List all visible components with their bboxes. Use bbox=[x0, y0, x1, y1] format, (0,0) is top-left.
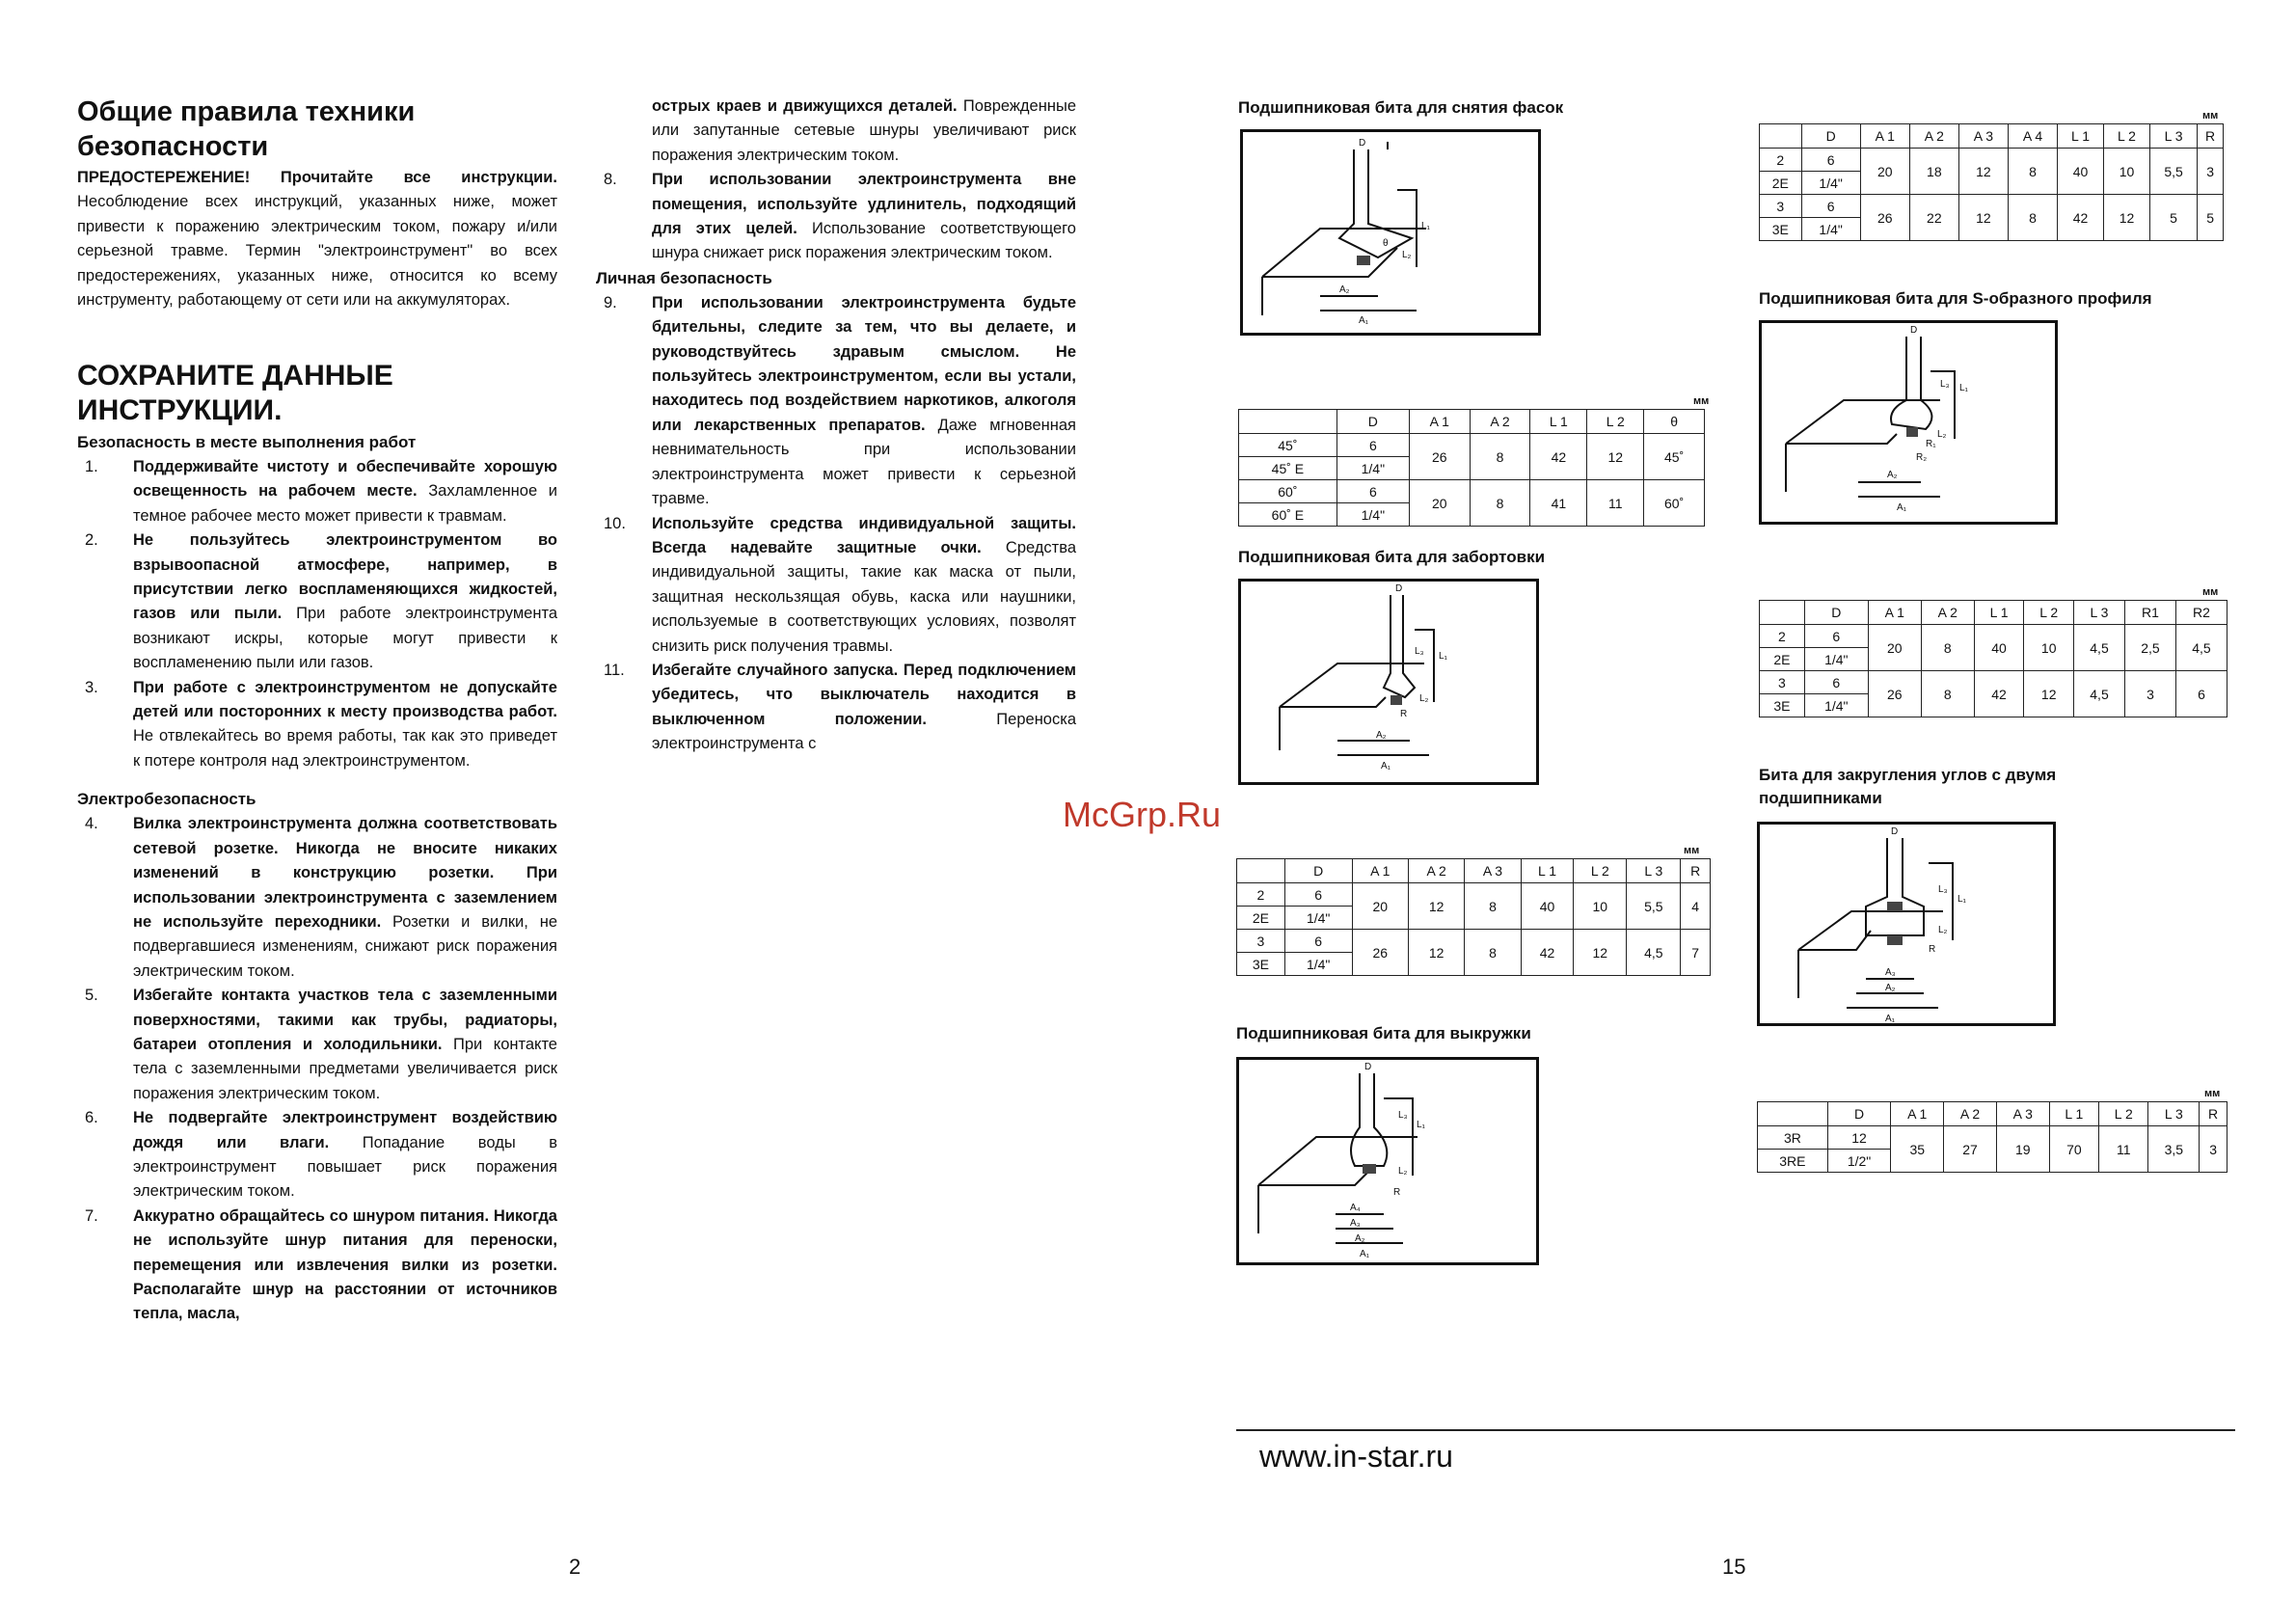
table-header-cell: R bbox=[2200, 1102, 2228, 1126]
figure-chamfer bbox=[1240, 129, 1541, 336]
item-text: Розетки и вилки, не подвергавшиеся изменениям, снижают риск поражения электрическим током. bbox=[133, 912, 557, 980]
table-cell: 40 bbox=[1521, 883, 1574, 930]
table-cell: 4,5 bbox=[2074, 671, 2125, 717]
svg-text:L₂: L₂ bbox=[1938, 925, 1948, 935]
items-personal bbox=[596, 291, 1076, 757]
table-header-cell bbox=[1760, 601, 1805, 625]
table-header-cell: L 1 bbox=[2049, 1102, 2098, 1126]
item-number: 4. bbox=[85, 815, 98, 833]
svg-text:A₂: A₂ bbox=[1355, 1233, 1365, 1244]
warning-text: Несоблюдение всех инструкций, указанных ниже, может привести к поражению электрическим током, пожару и/или серьезной травме. Термин "электроинструмент" во всех предостережениях, указанных ниже, относится ко всему инструменту, работающему от сети или на аккумуляторах. bbox=[77, 193, 557, 310]
table-cell: 2,5 bbox=[2124, 625, 2175, 671]
table-cell: 2E bbox=[1760, 648, 1805, 671]
table-header-cell: A 2 bbox=[1470, 410, 1530, 434]
table-header-cell: A 2 bbox=[1921, 601, 1974, 625]
item-text: Попадание воды в электроинструмент повышает риск поражения электрическим током. bbox=[133, 1133, 558, 1201]
item-number: 11. bbox=[604, 661, 625, 679]
svg-text:R: R bbox=[1393, 1187, 1401, 1198]
table-cell: 5,5 bbox=[2149, 149, 2197, 195]
item-bold-text: Избегайте случайного запуска. Перед подключением убедитесь, что выключатель находится в выключенном положении. bbox=[652, 661, 1076, 728]
table-header-cell: A 1 bbox=[1891, 1102, 1944, 1126]
table-header-cell: L 2 bbox=[1574, 859, 1627, 883]
title-rabbet: Подшипниковая бита для забортовки bbox=[1238, 548, 1546, 566]
table-cell: 12 bbox=[2104, 195, 2150, 241]
table-cell: 3 bbox=[1760, 671, 1805, 694]
svg-text:L₃: L₃ bbox=[1940, 379, 1950, 390]
table-row bbox=[1758, 1126, 2228, 1150]
watermark: McGrp.Ru bbox=[1063, 795, 1222, 834]
ogee-bit-drawing bbox=[1762, 323, 2055, 522]
section-personal: Личная безопасность bbox=[596, 268, 772, 287]
table-cell: 8 bbox=[1465, 883, 1521, 930]
list-item bbox=[77, 1204, 557, 1327]
item-text: Захламленное и темное рабочее место может привести к травмам. bbox=[133, 482, 557, 525]
warning-block bbox=[77, 166, 557, 312]
item-text: Использование соответствующего шнура снижает риск поражения электрическим током. bbox=[652, 220, 1076, 262]
table-cell: 3E bbox=[1760, 218, 1802, 241]
table-cell: 3 bbox=[2198, 149, 2224, 195]
table-header-cell: L 2 bbox=[2024, 601, 2074, 625]
table-cell: 20 bbox=[1409, 480, 1470, 527]
table-cell: 22 bbox=[1909, 195, 1958, 241]
svg-text:D: D bbox=[1364, 1062, 1372, 1072]
svg-text:L₂: L₂ bbox=[1398, 1166, 1408, 1177]
item-number: 6. bbox=[85, 1109, 98, 1127]
table-cell: 26 bbox=[1409, 434, 1470, 480]
middle-column bbox=[596, 95, 1076, 757]
table-header-row bbox=[1760, 124, 2224, 149]
item-bold-text: Используйте средства индивидуальной защиты. Всегда надевайте защитные очки. bbox=[652, 514, 1076, 556]
table-header-cell bbox=[1239, 410, 1337, 434]
table-header-row bbox=[1760, 601, 2228, 625]
table-cell: 2 bbox=[1760, 625, 1805, 648]
item-text: Даже мгновенная невнимательность при использовании электроинструмента может привести к серьезной травме. bbox=[652, 416, 1076, 508]
table-cell: 1/4" bbox=[1336, 457, 1409, 480]
table-cell: 6 bbox=[2175, 671, 2227, 717]
table-header-cell: R bbox=[1681, 859, 1711, 883]
table-cell: 12 bbox=[1408, 930, 1464, 976]
item-bold-text: При использовании электроинструмента будьте бдительны, следите за тем, что вы делаете, и руководствуйтесь здравым смыслом. Не пользуйтесь электроинструментом, если вы устали, находитесь под воздействием наркотиков, алкоголя или лекарственных препаратов. bbox=[652, 293, 1076, 434]
item-bold-text: Поддерживайте чистоту и обеспечивайте хорошую освещенность на рабочем месте. bbox=[133, 458, 557, 501]
page-number-right: 15 bbox=[1722, 1555, 1746, 1579]
svg-text:L₁: L₁ bbox=[1421, 221, 1430, 231]
svg-text:L₂: L₂ bbox=[1402, 250, 1412, 260]
svg-text:A₄: A₄ bbox=[1350, 1203, 1361, 1213]
table-row bbox=[1237, 883, 1711, 907]
table-cell: 8 bbox=[1921, 625, 1974, 671]
table-header-cell: A 4 bbox=[2008, 124, 2057, 149]
table-cell: 3E bbox=[1237, 953, 1285, 976]
table-cell: 42 bbox=[2058, 195, 2104, 241]
table-header-cell: A 2 bbox=[1944, 1102, 1997, 1126]
item-number: 10. bbox=[604, 514, 626, 532]
table-row bbox=[1760, 195, 2224, 218]
table-cell: 8 bbox=[1470, 480, 1530, 527]
footer-divider bbox=[1236, 1429, 2235, 1431]
table-cell: 4,5 bbox=[1627, 930, 1681, 976]
svg-text:L₃: L₃ bbox=[1938, 884, 1948, 895]
rabbet-bit-drawing bbox=[1241, 582, 1536, 782]
table-cell: 26 bbox=[1868, 671, 1921, 717]
table-cell: 8 bbox=[1921, 671, 1974, 717]
table-cell: 4,5 bbox=[2074, 625, 2125, 671]
item-bold-text: При использовании электроинструмента вне помещения, используйте удлинитель, подходящий для этих целей. bbox=[652, 171, 1076, 238]
table-cell: 41 bbox=[1530, 480, 1587, 527]
list-item bbox=[77, 528, 557, 675]
svg-text:A₃: A₃ bbox=[1350, 1218, 1361, 1229]
title-ogee: Подшипниковая бита для S-образного профиля bbox=[1759, 289, 2152, 308]
table-header-cell: L 3 bbox=[2149, 124, 2197, 149]
figure-ogee bbox=[1759, 320, 2058, 525]
svg-text:D: D bbox=[1395, 583, 1403, 594]
table-cell: 5 bbox=[2198, 195, 2224, 241]
figure-cove bbox=[1236, 1057, 1539, 1265]
chamfer-bit-drawing bbox=[1243, 132, 1538, 333]
table-header-cell: D bbox=[1804, 601, 1868, 625]
svg-text:L₂: L₂ bbox=[1419, 693, 1429, 704]
table-cell: 3 bbox=[1237, 930, 1285, 953]
svg-text:A₃: A₃ bbox=[1885, 967, 1896, 978]
table-cell: 40 bbox=[1974, 625, 2024, 671]
save-instructions-heading: СОХРАНИТЕ ДАННЫЕ ИНСТРУКЦИИ. bbox=[77, 360, 393, 426]
items-electric bbox=[77, 812, 557, 1327]
table-cell: 2E bbox=[1760, 172, 1802, 195]
svg-text:R: R bbox=[1400, 709, 1408, 719]
table-cell: 8 bbox=[2008, 195, 2057, 241]
table-header-cell: A 1 bbox=[1860, 124, 1909, 149]
table-cell: 6 bbox=[1801, 195, 1860, 218]
table-header-cell: A 1 bbox=[1352, 859, 1408, 883]
item-number: 9. bbox=[604, 293, 617, 311]
table-cell: 3 bbox=[2200, 1126, 2228, 1173]
unit-label: мм bbox=[2202, 586, 2219, 598]
table-cell: 1/4" bbox=[1801, 218, 1860, 241]
list-item bbox=[596, 168, 1076, 266]
svg-text:R₂: R₂ bbox=[1916, 452, 1928, 463]
table-header-cell bbox=[1760, 124, 1802, 149]
svg-text:A₁: A₁ bbox=[1359, 315, 1369, 326]
table-cell: 20 bbox=[1352, 883, 1408, 930]
item-number: 5. bbox=[85, 987, 98, 1005]
figure-round bbox=[1757, 822, 2056, 1026]
table-cell: 19 bbox=[1996, 1126, 2049, 1173]
table-header-cell: A 3 bbox=[1996, 1102, 2049, 1126]
svg-text:D: D bbox=[1891, 826, 1899, 837]
item-text: При контакте тела с заземленными предметами увеличивается риск поражения электрическим током. bbox=[133, 1035, 557, 1102]
item-bold-text: Аккуратно обращайтесь со шнуром питания. Никогда не используйте шнур питания для переноски, перемещения или извлечения вилки из розетки. Располагайте шнур на расстоянии от источников тепла, масла, bbox=[133, 1206, 557, 1323]
table-header-cell bbox=[1758, 1102, 1828, 1126]
table-cell: 3E bbox=[1760, 694, 1805, 717]
svg-text:R: R bbox=[1929, 944, 1936, 955]
table-cell: 6 bbox=[1801, 149, 1860, 172]
list-item bbox=[77, 812, 557, 984]
item-text: При работе электроинструмента возникают искры, которые могут привести к воспламенению пыли или газов. bbox=[133, 605, 558, 672]
table-header-cell: A 2 bbox=[1909, 124, 1958, 149]
svg-text:A₂: A₂ bbox=[1376, 730, 1387, 741]
svg-text:L₁: L₁ bbox=[1959, 383, 1968, 393]
list-item bbox=[596, 512, 1076, 659]
unit-label: мм bbox=[2204, 1088, 2221, 1099]
table-header-cell: R2 bbox=[2175, 601, 2227, 625]
table-row bbox=[1237, 930, 1711, 953]
table-header-cell: L 3 bbox=[2148, 1102, 2200, 1126]
table-header-row bbox=[1237, 859, 1711, 883]
table-cell: 26 bbox=[1352, 930, 1408, 976]
table-cell: 5 bbox=[2149, 195, 2197, 241]
continuation-bold: острых краев и движущихся деталей. bbox=[652, 97, 958, 115]
item-bold-text: Избегайте контакта участков тела с заземленными поверхностями, такими как трубы, радиаторы, батареи отопления и холодильники. bbox=[133, 987, 557, 1053]
table-header-cell: L 1 bbox=[1974, 601, 2024, 625]
table-cell: 8 bbox=[1470, 434, 1530, 480]
table-cell: 60˚ E bbox=[1239, 503, 1337, 527]
table-cell: 3 bbox=[1760, 195, 1802, 218]
table-cell: 3RE bbox=[1758, 1150, 1828, 1173]
table-cell: 12 bbox=[1958, 149, 2008, 195]
table-cell: 11 bbox=[2099, 1126, 2148, 1173]
title-chamfer: Подшипниковая бита для снятия фасок bbox=[1238, 98, 1564, 117]
table-header-cell: L 1 bbox=[1530, 410, 1587, 434]
table-cell: 70 bbox=[2049, 1126, 2098, 1173]
table-cell: 3 bbox=[2124, 671, 2175, 717]
table-cell: 1/4" bbox=[1804, 648, 1868, 671]
table-cell: 6 bbox=[1284, 883, 1352, 907]
table-header-cell: D bbox=[1801, 124, 1860, 149]
svg-text:L₂: L₂ bbox=[1937, 429, 1947, 440]
svg-text:L₁: L₁ bbox=[1417, 1120, 1425, 1130]
section-workplace: Безопасность в месте выполнения работ bbox=[77, 433, 417, 451]
table-header-cell bbox=[1237, 859, 1285, 883]
table-cell: 1/4" bbox=[1284, 907, 1352, 930]
figure-rabbet bbox=[1238, 579, 1539, 785]
list-item bbox=[596, 659, 1076, 757]
item-bold-text: Не пользуйтесь электроинструментом во взрывоопасной атмосфере, например, в присутствии легко воспламеняющихся жидкостей, газов или пыли. bbox=[133, 531, 557, 623]
list-item bbox=[596, 95, 1076, 168]
table-cell: 12 bbox=[2024, 671, 2074, 717]
table-cell: 12 bbox=[1958, 195, 2008, 241]
item-text: Переноска электроинструмента с bbox=[652, 710, 1076, 753]
table-cell: 8 bbox=[1465, 930, 1521, 976]
svg-text:A₁: A₁ bbox=[1360, 1249, 1370, 1259]
unit-label: мм bbox=[2202, 110, 2219, 122]
table-cell: 1/4" bbox=[1284, 953, 1352, 976]
table-cell: 20 bbox=[1868, 625, 1921, 671]
table-header-cell: A 3 bbox=[1465, 859, 1521, 883]
table-header-cell: L 2 bbox=[2099, 1102, 2148, 1126]
svg-text:A₂: A₂ bbox=[1887, 470, 1898, 480]
table-row bbox=[1760, 625, 2228, 648]
table-header-cell: D bbox=[1284, 859, 1352, 883]
table-cell: 12 bbox=[1827, 1126, 1891, 1150]
svg-text:R₁: R₁ bbox=[1926, 439, 1936, 449]
table-cell: 10 bbox=[1574, 883, 1627, 930]
table-ogee bbox=[1759, 600, 2228, 717]
table-cell: 18 bbox=[1909, 149, 1958, 195]
table-header-cell: A 2 bbox=[1408, 859, 1464, 883]
table-cell: 6 bbox=[1804, 671, 1868, 694]
table-cell: 8 bbox=[2008, 149, 2057, 195]
table-header-cell: θ bbox=[1644, 410, 1705, 434]
item-text: Средства индивидуальной защиты, такие как маска от пыли, защитная нескользящая обувь, каска или наушники, используемые в соответствующих условиях, позволят снизить риск получения травмы. bbox=[652, 538, 1076, 655]
table-header-cell: L 2 bbox=[1587, 410, 1644, 434]
table-header-cell: D bbox=[1336, 410, 1409, 434]
table-header-cell: R bbox=[2198, 124, 2224, 149]
list-item bbox=[77, 455, 557, 528]
item-bold-text: При работе с электроинструментом не допускайте детей или посторонних к месту производства работ. bbox=[133, 678, 557, 721]
list-item bbox=[77, 676, 557, 774]
table-cell: 3,5 bbox=[2148, 1126, 2200, 1173]
items-workplace bbox=[77, 455, 557, 773]
table-header-cell: A 1 bbox=[1868, 601, 1921, 625]
round-bit-drawing bbox=[1760, 825, 2053, 1023]
title-round: Бита для закругления углов с двумя подшипниками bbox=[1759, 766, 2057, 807]
table-cell: 12 bbox=[1408, 883, 1464, 930]
svg-text:D: D bbox=[1359, 138, 1366, 149]
item-bold-text: Вилка электроинструмента должна соответствовать сетевой розетке. Никогда не вносите никаких изменений в конструкцию розетки. При использовании электроинструмента с заземлением не используйте переходники. bbox=[133, 815, 557, 931]
table-cell: 12 bbox=[1574, 930, 1627, 976]
table-cell: 45˚ bbox=[1644, 434, 1705, 480]
table-header-cell: A 1 bbox=[1409, 410, 1470, 434]
list-item bbox=[596, 291, 1076, 512]
svg-text:A₂: A₂ bbox=[1339, 284, 1350, 295]
table-cell: 4 bbox=[1681, 883, 1711, 930]
svg-text:L₁: L₁ bbox=[1439, 651, 1447, 662]
table-cell: 27 bbox=[1944, 1126, 1997, 1173]
table-cell: 7 bbox=[1681, 930, 1711, 976]
table-header-row bbox=[1758, 1102, 2228, 1126]
table-cell: 1/4" bbox=[1804, 694, 1868, 717]
table-cell: 4,5 bbox=[2175, 625, 2227, 671]
table-cell: 40 bbox=[2058, 149, 2104, 195]
continuation-text: Поврежденные или запутанные сетевые шнуры увеличивают риск поражения электрическим током. bbox=[652, 97, 1076, 164]
item-text: Не отвлекайтесь во время работы, так как это приведет к потере контроля над электроинструментом. bbox=[133, 727, 557, 770]
cove-bit-drawing bbox=[1239, 1060, 1536, 1262]
table-cell: 2E bbox=[1237, 907, 1285, 930]
page-title: Общие правила техники безопасности bbox=[77, 96, 416, 162]
table-cell: 1/2" bbox=[1827, 1150, 1891, 1173]
list-item bbox=[77, 1106, 557, 1204]
table-cell: 6 bbox=[1804, 625, 1868, 648]
list-item bbox=[77, 984, 557, 1106]
table-cell: 2 bbox=[1237, 883, 1285, 907]
table-cell: 2 bbox=[1760, 149, 1802, 172]
table-cell: 42 bbox=[1530, 434, 1587, 480]
table-header-cell: L 2 bbox=[2104, 124, 2150, 149]
table-cell: 6 bbox=[1284, 930, 1352, 953]
table-cell: 60˚ bbox=[1644, 480, 1705, 527]
item-bold-text: Не подвергайте электроинструмент воздействию дождя или влаги. bbox=[133, 1109, 557, 1151]
item-number: 7. bbox=[85, 1206, 98, 1225]
table-round bbox=[1757, 1101, 2228, 1173]
table-cell: 20 bbox=[1860, 149, 1909, 195]
table-cell: 5,5 bbox=[1627, 883, 1681, 930]
warning-lead: ПРЕДОСТЕРЕЖЕНИЕ! Прочитайте все инструкции. bbox=[77, 169, 557, 186]
title-cove: Подшипниковая бита для выкружки bbox=[1236, 1024, 1531, 1042]
table-cell: 11 bbox=[1587, 480, 1644, 527]
table-cell: 26 bbox=[1860, 195, 1909, 241]
table-row bbox=[1760, 149, 2224, 172]
table-header-cell: A 3 bbox=[1958, 124, 2008, 149]
table-chamfer bbox=[1238, 409, 1705, 527]
table-cell: 35 bbox=[1891, 1126, 1944, 1173]
svg-text:A₁: A₁ bbox=[1897, 502, 1907, 513]
table-header-cell: L 1 bbox=[2058, 124, 2104, 149]
table-row bbox=[1239, 434, 1705, 457]
table-cell: 12 bbox=[1587, 434, 1644, 480]
item-number: 3. bbox=[85, 678, 98, 696]
svg-text:L₃: L₃ bbox=[1415, 646, 1424, 657]
item-number: 1. bbox=[85, 458, 98, 475]
svg-text:A₁: A₁ bbox=[1381, 761, 1391, 771]
item-number: 8. bbox=[604, 171, 617, 189]
svg-text:L₃: L₃ bbox=[1398, 1110, 1408, 1121]
svg-text:A₁: A₁ bbox=[1885, 1014, 1896, 1023]
table-cell: 60˚ bbox=[1239, 480, 1337, 503]
site-url[interactable]: www.in-star.ru bbox=[1259, 1439, 1453, 1474]
table-header-cell: L 3 bbox=[1627, 859, 1681, 883]
table-cell: 1/4" bbox=[1336, 503, 1409, 527]
items-cord bbox=[596, 168, 1076, 266]
table-row bbox=[1760, 671, 2228, 694]
table-cell: 45˚ bbox=[1239, 434, 1337, 457]
table-cell: 10 bbox=[2024, 625, 2074, 671]
svg-text:D: D bbox=[1910, 325, 1918, 336]
table-cell: 1/4" bbox=[1801, 172, 1860, 195]
table-header-cell: D bbox=[1827, 1102, 1891, 1126]
svg-text:θ: θ bbox=[1383, 238, 1389, 249]
table-cell: 6 bbox=[1336, 480, 1409, 503]
table-cell: 42 bbox=[1521, 930, 1574, 976]
left-column bbox=[77, 430, 557, 1327]
table-header-row bbox=[1239, 410, 1705, 434]
unit-label: мм bbox=[1684, 845, 1700, 856]
table-cell: 3R bbox=[1758, 1126, 1828, 1150]
table-cell: 10 bbox=[2104, 149, 2150, 195]
table-cell: 45˚ E bbox=[1239, 457, 1337, 480]
table-cove bbox=[1759, 123, 2224, 241]
section-electric: Электробезопасность bbox=[77, 790, 256, 809]
item-number: 2. bbox=[85, 531, 98, 550]
table-row bbox=[1239, 480, 1705, 503]
svg-text:A₂: A₂ bbox=[1885, 983, 1896, 993]
page-number-left: 2 bbox=[569, 1555, 581, 1579]
table-rabbet bbox=[1236, 858, 1711, 976]
table-cell: 42 bbox=[1974, 671, 2024, 717]
table-cell: 6 bbox=[1336, 434, 1409, 457]
svg-text:L₁: L₁ bbox=[1958, 894, 1966, 905]
unit-label: мм bbox=[1693, 395, 1710, 407]
table-header-cell: R1 bbox=[2124, 601, 2175, 625]
table-header-cell: L 3 bbox=[2074, 601, 2125, 625]
table-header-cell: L 1 bbox=[1521, 859, 1574, 883]
